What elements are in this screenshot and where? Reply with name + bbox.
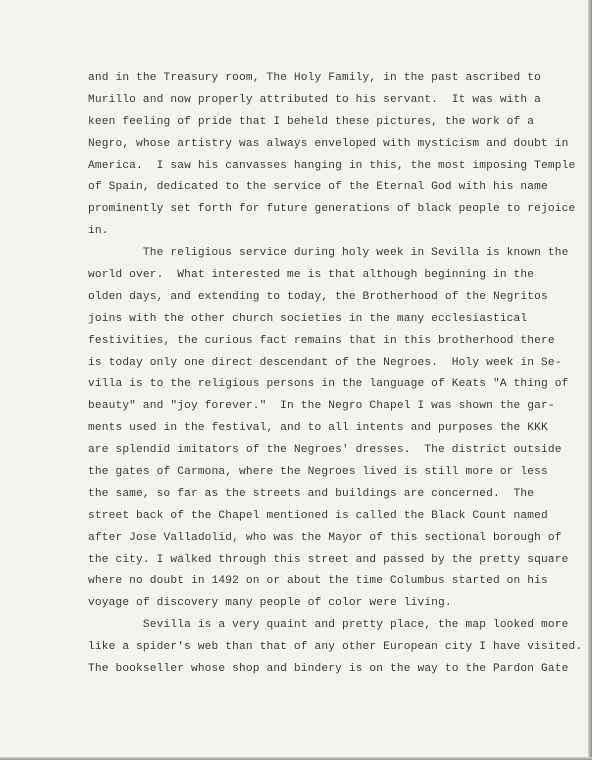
text-line: of Spain, dedicated to the service of the Eternal God with his name — [88, 181, 548, 194]
text-line: Negro, whose artistry was always enveloped with mysticism and doubt in — [88, 137, 569, 150]
text-line: like a spider's web than that of any other European city I have visited. — [88, 641, 583, 654]
text-line: the same, so far as the streets and buildings are concerned. The — [88, 487, 535, 500]
text-line: America. I saw his canvasses hanging in this, the most imposing Temple — [88, 159, 576, 172]
text-line: is today only one direct descendant of the Negroes. Holy week in Se- — [88, 356, 562, 369]
text-line: where no doubt in 1492 on or about the time Columbus started on his — [88, 575, 548, 588]
typed-text-body — [88, 68, 583, 681]
text-line: beauty" and "joy forever." In the Negro Chapel I was shown the gar- — [88, 400, 555, 413]
text-line: villa is to the religious persons in the language of Keats "A thing of — [88, 378, 569, 391]
text-line: are splendid imitators of the Negroes' dresses. The district outside — [88, 444, 562, 457]
text-line: after Jose Valladolid, who was the Mayor of this sectional borough of — [88, 531, 562, 544]
page-edge-shadow-right — [588, 0, 592, 760]
text-line: street back of the Chapel mentioned is called the Black Count named — [88, 509, 548, 522]
text-line: festivities, the curious fact remains that in this brotherhood there — [88, 334, 555, 347]
text-line: olden days, and extending to today, the Brotherhood of the Negritos — [88, 290, 548, 303]
text-line: keen feeling of pride that I beheld these pictures, the work of a — [88, 115, 535, 128]
text-line: The bookseller whose shop and bindery is on the way to the Pardon Gate — [88, 663, 569, 676]
text-line: Murillo and now properly attributed to his servant. It was with a — [88, 93, 541, 106]
text-line: Sevilla is a very quaint and pretty place, the map looked more — [88, 619, 569, 632]
text-line: the gates of Carmona, where the Negroes lived is still more or less — [88, 466, 548, 479]
text-line: The religious service during holy week in Sevilla is known the — [88, 247, 569, 260]
text-line: world over. What interested me is that although beginning in the — [88, 269, 535, 282]
text-line: ments used in the festival, and to all intents and purposes the KKK — [88, 422, 548, 435]
text-line: prominently set forth for future generations of black people to rejoice — [88, 203, 576, 216]
text-line: the city. I walked through this street and passed by the pretty square — [88, 553, 569, 566]
text-line: voyage of discovery many people of color were living. — [88, 597, 452, 610]
text-line: in. — [88, 225, 109, 238]
text-line: joins with the other church societies in the many ecclesiastical — [88, 312, 528, 325]
text-line: and in the Treasury room, The Holy Family, in the past ascribed to — [88, 72, 541, 84]
